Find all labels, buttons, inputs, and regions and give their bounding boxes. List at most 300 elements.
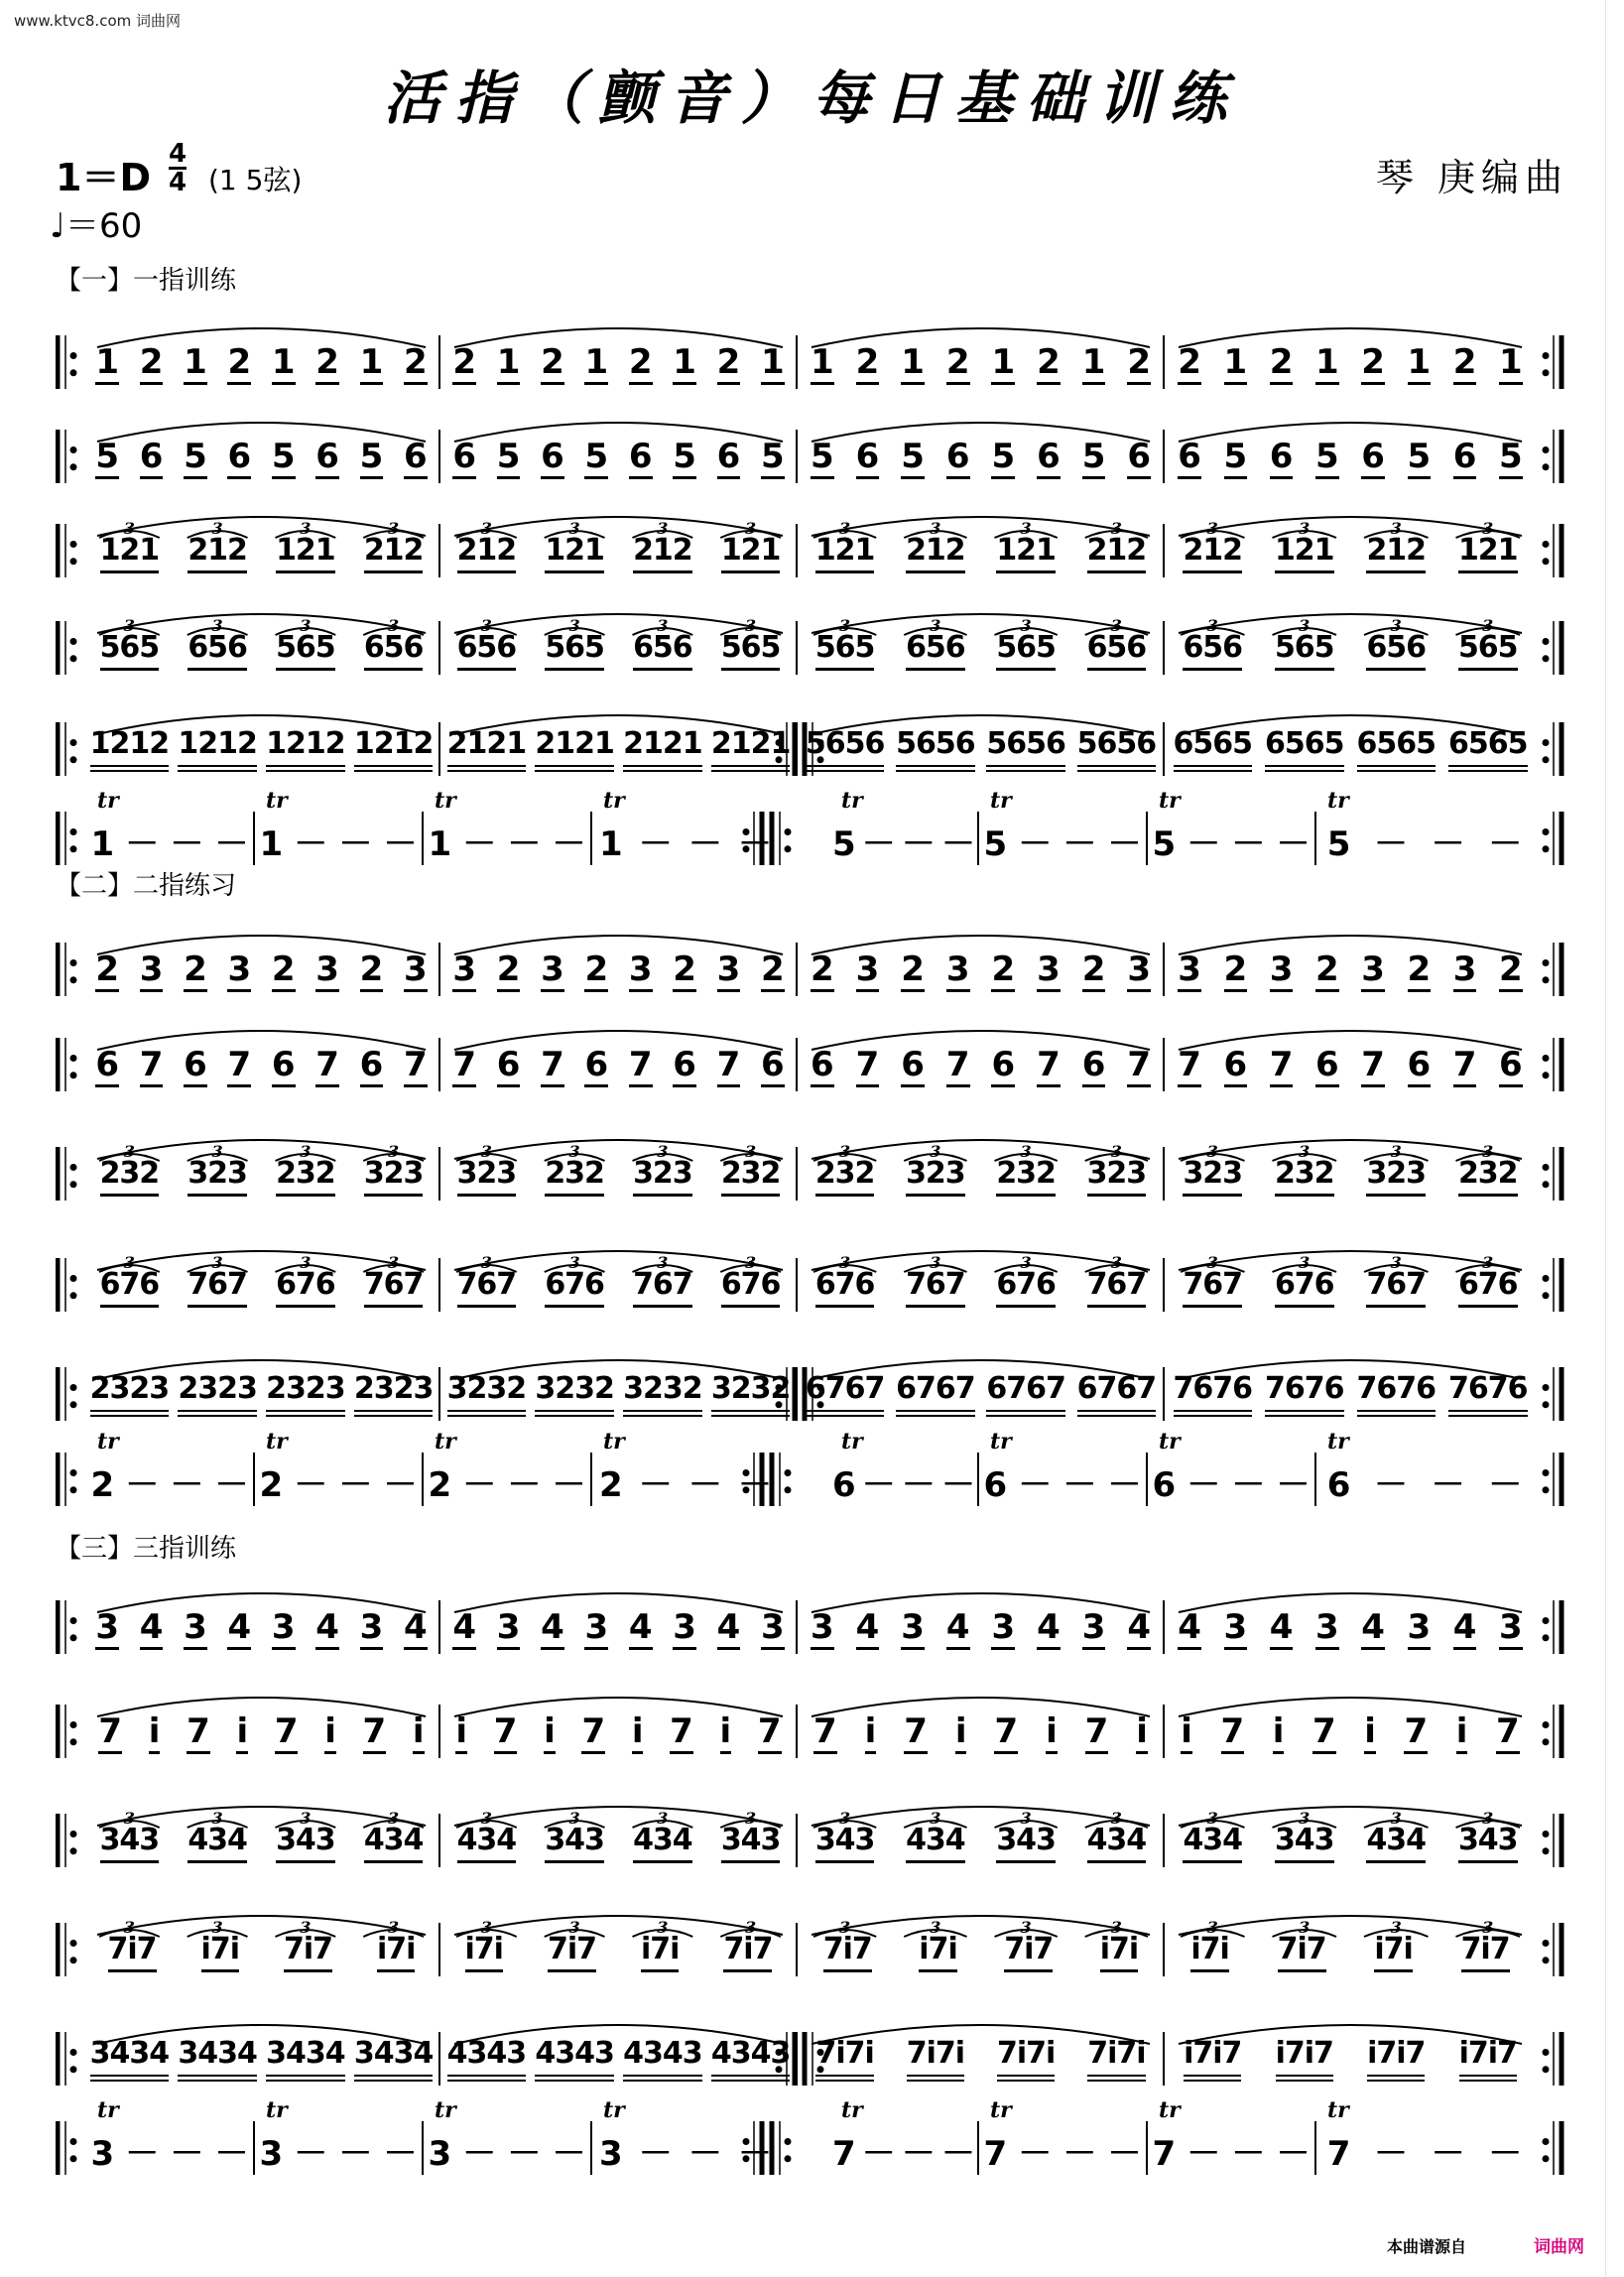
repeat-dot [1543,1469,1550,1476]
note: 434 [1183,1824,1242,1863]
note: 2 [1037,345,1061,385]
note: 1 [599,824,623,864]
note: 3232 [711,1372,791,1417]
note: 2 [1082,952,1106,992]
note: 2 [1453,345,1477,385]
note: 4 [856,1610,880,1650]
triplet-number: 3 [1020,1253,1032,1272]
note: 3 [1270,952,1294,992]
note: 4 [946,1610,970,1650]
note-group [85,727,437,772]
measure [1167,1119,1534,1208]
note: － [687,1465,722,1505]
note: － [294,1465,328,1505]
composer-credit: 琴 庚编曲 [1375,156,1568,199]
repeat-dot [1543,1072,1550,1078]
repeat-dot [70,976,77,983]
repeat-dot [1543,1486,1550,1493]
note: 656 [1183,631,1242,671]
note-group [1315,2134,1534,2174]
note: 676 [996,1268,1056,1308]
note-group [800,1607,1162,1650]
note-group [800,437,1162,479]
note-group [1147,824,1315,864]
triplet-number: 3 [930,1918,941,1937]
note: 6 [946,440,970,479]
note: － [1374,824,1409,864]
note: 6 [360,1048,384,1087]
note-group [591,1465,780,1505]
measure [85,496,437,585]
note: i [955,1714,967,1754]
note: 7 [581,1714,605,1754]
note: － [1107,2134,1142,2174]
note: 2 [856,345,880,385]
note: 6 [315,440,339,479]
note: i [632,1714,644,1754]
note: 3 [1499,1610,1523,1650]
note: － [125,1465,160,1505]
note: 6 [1037,440,1061,479]
repeat-dot [1543,1292,1550,1299]
measure [442,1119,795,1208]
triplet-number: 3 [1299,1918,1311,1937]
repeat-dot [1543,1831,1550,1837]
note-group [85,949,437,992]
note: i7i7 [1459,2037,1517,2082]
measure [800,1119,1162,1208]
note: 6 [1315,1048,1339,1087]
note: 565 [100,631,160,671]
note: 2 [1408,952,1432,992]
triplet-number: 3 [1110,519,1122,538]
note-group [1147,1465,1315,1505]
measure [85,2004,437,2093]
triplet-number: 3 [839,616,851,635]
note: － [638,1465,673,1505]
note: i7i7 [1276,2037,1333,2082]
score-row [56,695,1565,784]
note-group [85,342,437,385]
note: 1 [95,345,119,385]
note: 1 [811,345,834,385]
note-group [1167,1372,1534,1417]
triplet-number: 3 [1299,1142,1311,1161]
note: 323 [364,1157,424,1197]
note-group [829,824,978,864]
repeat-dot [70,655,77,662]
note: 212 [1366,534,1426,573]
note: 7 [140,1048,164,1087]
measure [1167,2004,1534,2093]
note: 3 [599,2134,623,2174]
note: 3232 [623,1372,702,1417]
note: 1 [1408,345,1432,385]
note: 6 [404,440,428,479]
repeat-dot [70,446,77,453]
time-signature [169,141,187,195]
measure [442,1786,795,1875]
repeat-dot [785,1486,792,1493]
note-group [85,631,437,671]
note: 4343 [711,2037,791,2082]
repeat-dot [1543,1940,1550,1947]
note: 2 [1315,952,1339,992]
note: 1 [497,345,521,385]
note: － [1488,2134,1523,2174]
note: 232 [815,1157,875,1197]
measure [442,1010,795,1099]
note-group [800,1933,1162,1972]
triplet-number: 3 [839,1253,851,1272]
trill-mark: tr [841,1429,863,1455]
note: i [865,1714,877,1754]
note: 3 [946,952,970,992]
triplet-number: 3 [930,1142,941,1161]
note: 3 [184,1610,207,1650]
note: 565 [545,631,604,671]
measure [800,1339,1162,1429]
trill-mark: tr [435,788,456,814]
score-row [56,915,1565,1004]
measure [800,1010,1162,1099]
note: 121 [815,534,875,573]
triplet-number: 3 [1206,1918,1218,1937]
triplet-number: 3 [745,1918,757,1937]
repeat-dot [1543,1401,1550,1408]
triplet-number: 3 [480,1253,492,1272]
note: 676 [100,1268,160,1308]
measure [1167,1010,1534,1099]
note: 2 [90,1465,115,1505]
repeat-dot [1543,352,1550,359]
note: 3 [497,1610,521,1650]
note: 2 [1178,345,1201,385]
note: － [552,824,586,864]
note: 2 [497,952,521,992]
note: － [170,824,204,864]
note: 6 [1408,1048,1432,1087]
measure [85,695,437,784]
note: － [861,2134,896,2174]
triplet-number: 3 [657,519,669,538]
note-group [442,1268,795,1308]
note: 6 [991,1048,1015,1087]
triplet-number: 3 [839,1142,851,1161]
triplet-number: 3 [568,1142,580,1161]
note: 5 [1315,440,1339,479]
note-group [85,1607,437,1650]
note-group [800,949,1162,992]
note: － [1488,824,1523,864]
triplet-number: 3 [123,1918,135,1937]
triplet-number: 3 [211,1142,223,1161]
note: 767 [1087,1268,1147,1308]
repeat-dot [70,1072,77,1078]
note: 1 [360,345,384,385]
note: － [507,1465,542,1505]
note: 7i7 [108,1933,157,1972]
repeat-dot [70,2155,77,2162]
repeat-dot [1543,2066,1550,2073]
repeat-dot [1543,369,1550,376]
note: 3 [428,2134,452,2174]
note-group [1167,1045,1534,1087]
note: 323 [187,1157,247,1197]
note: 656 [906,631,965,671]
repeat-dot [70,1831,77,1837]
note: 4 [315,1610,339,1650]
note: 676 [545,1268,604,1308]
note-group [978,2134,1147,2174]
note: － [1276,2134,1311,2174]
note: 6 [1270,440,1294,479]
triplet-number: 3 [1020,616,1032,635]
note: 2 [227,345,251,385]
note-group [800,534,1162,573]
note: 3 [541,952,564,992]
note: － [170,1465,204,1505]
note-group [442,1372,795,1417]
repeat-dot [70,756,77,763]
score-row [56,1010,1565,1099]
note: 212 [1087,534,1147,573]
note: 4 [140,1610,164,1650]
triplet-number: 3 [745,519,757,538]
repeat-dot [70,739,77,746]
note-group [1167,1824,1534,1863]
note: 7i7 [284,1933,332,1972]
repeat-dot [70,558,77,565]
triplet-number: 3 [123,616,135,635]
note: 3 [717,952,741,992]
repeat-dot [1543,2138,1550,2145]
note: 2 [1361,345,1385,385]
note: 676 [721,1268,781,1308]
note: 6 [832,1465,856,1505]
note: 6 [452,440,476,479]
note-group [442,2037,795,2082]
note: 5 [1082,440,1106,479]
note: 1 [761,345,785,385]
note: － [1276,1465,1311,1505]
note: 5 [673,440,696,479]
note-group [591,824,780,864]
note: 7i7i [907,2037,964,2082]
trill-mark: tr [266,788,288,814]
triplet-number: 3 [930,519,941,538]
note: 7 [994,1714,1018,1754]
measure [800,915,1162,1004]
note: 4 [452,1610,476,1650]
note: 5 [1408,440,1432,479]
trill-mark: tr [1159,788,1181,814]
note-group [85,534,437,573]
note-group [254,2134,423,2174]
triplet-number: 3 [657,616,669,635]
note: 3 [452,952,476,992]
trill-mark: tr [97,2097,119,2123]
note-group [85,2134,254,2174]
repeat-dot [785,2155,792,2162]
note: 1 [1315,345,1339,385]
note: － [1187,1465,1221,1505]
repeat-dot [70,1401,77,1408]
triplet-number: 3 [1390,519,1402,538]
note: － [861,1465,896,1505]
note: 6 [1453,440,1477,479]
note: 3 [856,952,880,992]
note-group [1167,727,1534,772]
triplet-number: 3 [1206,519,1218,538]
note: 6 [983,1465,1008,1505]
note: 3 [315,952,339,992]
note: 3 [1127,952,1151,992]
measure [800,496,1162,585]
note: i [720,1714,732,1754]
measure [442,1677,795,1766]
triplet-number: 3 [745,1142,757,1161]
note: － [901,1465,936,1505]
note: － [170,2134,204,2174]
repeat-dot [70,463,77,470]
note-group [1315,1465,1534,1505]
triplet-number: 3 [388,1918,400,1937]
measure [800,1573,1162,1662]
measure [85,1230,437,1320]
note-group [1167,631,1534,671]
score-row [56,784,1565,873]
note: 767 [906,1268,965,1308]
note: 7 [187,1714,210,1754]
trill-mark: tr [435,2097,456,2123]
note: 3 [584,1610,608,1650]
note: 7i7 [723,1933,772,1972]
repeat-dot [1543,1275,1550,1282]
note: 7 [363,1714,387,1754]
score-row [56,593,1565,683]
measure [442,1230,795,1320]
repeat-dot [1543,1847,1550,1854]
trill-mark: tr [1327,788,1349,814]
note: － [1431,824,1465,864]
note: － [1276,824,1311,864]
repeat-dot [785,828,792,835]
note: 5 [811,440,834,479]
triplet-number: 3 [123,519,135,538]
note: i7i [377,1933,415,1972]
measure [442,402,795,491]
note-group [1167,534,1534,573]
triplet-number: 3 [930,1809,941,1828]
note-group [1147,2134,1315,2174]
note: 7676 [1357,1372,1437,1417]
site-watermark: www.ktvc8.com 词曲网 [14,12,182,30]
note: 7 [856,1048,880,1087]
repeat-dot [70,1738,77,1745]
note: 4 [1270,1610,1294,1650]
score-row [56,402,1565,491]
note: 5 [584,440,608,479]
note: － [462,824,497,864]
triplet-number: 3 [1110,1809,1122,1828]
triplet-number: 3 [480,1142,492,1161]
section-label: 【二】二指练习 [56,871,237,901]
note: 5 [983,824,1008,864]
note: － [1062,2134,1097,2174]
triplet-number: 3 [480,616,492,635]
note: － [338,1465,373,1505]
note-group [800,631,1162,671]
repeat-dot [70,638,77,645]
note: － [1018,2134,1053,2174]
note-group [442,437,795,479]
triplet-number: 3 [1482,1253,1494,1272]
repeat-dot [1543,1617,1550,1624]
triplet-number: 3 [1390,616,1402,635]
note: 7 [1312,1714,1336,1754]
score-row [56,1677,1565,1766]
note: 6 [272,1048,296,1087]
note: 4 [1037,1610,1061,1650]
triplet-number: 3 [1020,1809,1032,1828]
note: 3 [629,952,653,992]
note: 323 [1183,1157,1242,1197]
note: 5 [497,440,521,479]
note: 656 [457,631,517,671]
note: 3 [95,1610,119,1650]
note-group [591,2134,780,2174]
note: 5656 [986,727,1065,772]
note: 2323 [266,1372,345,1417]
measure [442,2004,795,2093]
measure [800,2004,1162,2093]
note: 4 [1178,1610,1201,1650]
note: 2 [1499,952,1523,992]
note: 3 [1315,1610,1339,1650]
note: － [1018,824,1053,864]
note: － [1374,1465,1409,1505]
note: 565 [815,631,875,671]
note-group [85,1824,437,1863]
repeat-dot [785,2138,792,2145]
note: 676 [1458,1268,1518,1308]
note: － [638,2134,673,2174]
note-group [423,824,591,864]
note: － [940,824,975,864]
note: 343 [100,1824,160,1863]
note: 1 [991,345,1015,385]
note: i [236,1714,248,1754]
note: 676 [815,1268,875,1308]
note: － [294,2134,328,2174]
note: 656 [364,631,424,671]
note: i7i [1374,1933,1412,1972]
note: － [1107,824,1142,864]
note: － [901,2134,936,2174]
note: 5 [991,440,1015,479]
measure [1167,695,1534,784]
measure [442,496,795,585]
note: － [1062,1465,1097,1505]
repeat-dot [1543,2155,1550,2162]
note: 7 [494,1714,518,1754]
note: 434 [906,1824,965,1863]
note: 212 [364,534,424,573]
note: 7 [1496,1714,1520,1754]
note: 7i7 [1004,1933,1053,1972]
note-group [254,824,423,864]
